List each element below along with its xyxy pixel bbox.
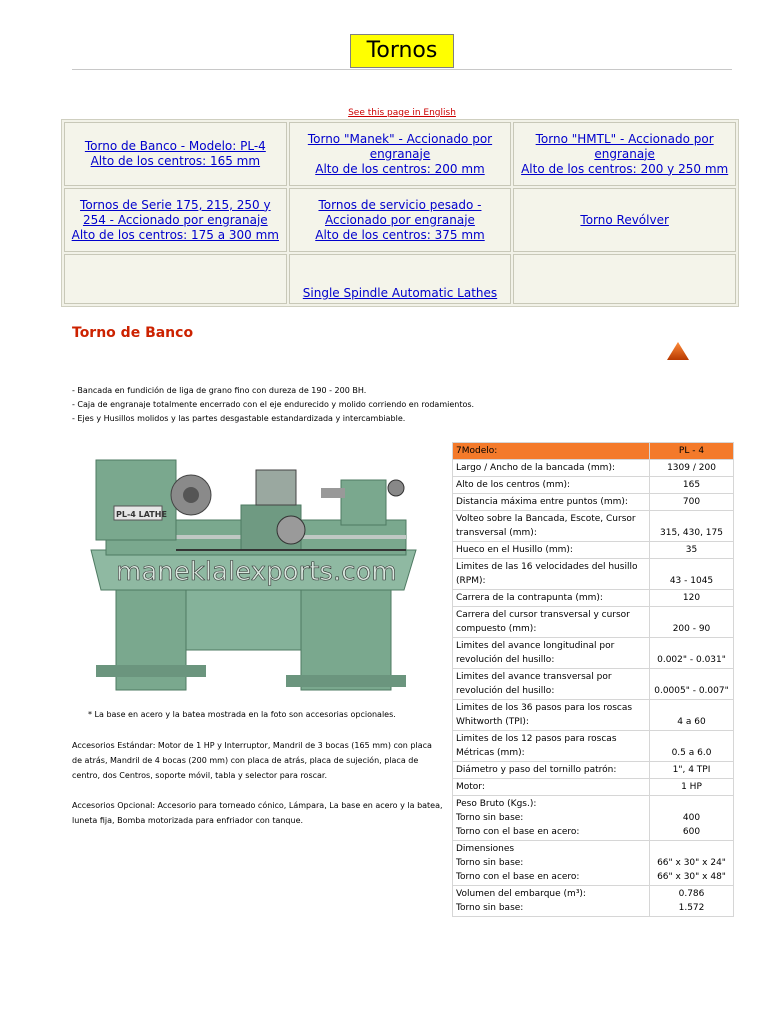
spec-header-value: PL - 4 bbox=[650, 443, 733, 459]
nav-link-line[interactable]: Torno "Manek" - Accionado por bbox=[307, 131, 493, 146]
spec-row bbox=[453, 494, 733, 510]
lathe-photo bbox=[86, 440, 422, 700]
spec-value-line: 165 bbox=[682, 480, 701, 490]
spec-value-line: 1 HP bbox=[681, 782, 702, 792]
spec-value bbox=[650, 542, 733, 558]
spec-value bbox=[650, 841, 733, 885]
english-page-link[interactable]: See this page in English bbox=[348, 108, 456, 118]
spec-row bbox=[453, 762, 733, 778]
spec-label-line: Carrera de la contrapunta (mm): bbox=[456, 593, 603, 603]
spec-label bbox=[453, 669, 649, 699]
spec-label-line: Carrera del cursor transversal y cursor bbox=[456, 610, 630, 620]
nav-cell[interactable] bbox=[289, 254, 512, 304]
spec-value bbox=[650, 477, 733, 493]
spec-label-line: transversal (mm): bbox=[456, 528, 537, 538]
spec-label bbox=[453, 638, 649, 668]
spec-value-line: 120 bbox=[682, 593, 701, 603]
spec-label bbox=[453, 590, 649, 606]
spec-label-line: Motor: bbox=[456, 782, 485, 792]
spec-label-line: Limites del avance transversal por bbox=[456, 672, 612, 682]
spec-label bbox=[453, 559, 649, 589]
feature-item: - Ejes y Husillos molidos y las partes desgastable estandardizada y intercambiable. bbox=[72, 414, 406, 423]
nav-link-line[interactable]: Alto de los centros: 165 mm bbox=[90, 154, 261, 168]
nav-link-line[interactable]: Accionado por engranaje bbox=[325, 212, 475, 227]
nav-link-line[interactable]: Torno "HMTL" - Accionado por bbox=[535, 131, 714, 146]
spec-label bbox=[453, 477, 649, 493]
spec-header-label: 7Modelo: bbox=[453, 443, 649, 459]
spec-value-line: 0.0005" - 0.007" bbox=[654, 686, 729, 696]
feature-item: - Bancada en fundición de liga de grano fino con dureza de 190 - 200 BH. bbox=[72, 386, 367, 395]
spec-label bbox=[453, 700, 649, 730]
spec-label-line: Limites de los 12 pasos para roscas bbox=[456, 734, 617, 744]
spec-row bbox=[453, 731, 733, 761]
spec-label-line: revolución del husillo: bbox=[456, 686, 555, 696]
spec-value bbox=[650, 762, 733, 778]
nav-link-line[interactable]: Tornos de servicio pesado - bbox=[318, 197, 482, 212]
spec-label-line: Torno sin base: bbox=[456, 858, 524, 868]
back-to-top-icon[interactable] bbox=[666, 341, 690, 361]
spec-label-line: Whitworth (TPI): bbox=[456, 717, 529, 727]
spec-label bbox=[453, 542, 649, 558]
spec-label bbox=[453, 731, 649, 761]
nav-link-line[interactable]: Alto de los centros: 375 mm bbox=[315, 227, 485, 242]
feature-item: - Caja de engranaje totalmente encerrado con el eje endurecido y molido corriendo en rodamientos. bbox=[72, 400, 475, 409]
spec-label bbox=[453, 511, 649, 541]
spec-header-row bbox=[453, 443, 733, 459]
spec-label-line: Torno sin base: bbox=[456, 813, 524, 823]
spec-label-line: Limites de las 16 velocidades del husillo bbox=[456, 562, 638, 572]
spec-row bbox=[453, 700, 733, 730]
spec-value bbox=[650, 886, 733, 916]
nav-link-line[interactable]: Alto de los centros: 175 a 300 mm bbox=[71, 227, 279, 242]
spec-value-line: 66" x 30" x 24" bbox=[657, 858, 726, 868]
nav-cell[interactable] bbox=[513, 122, 736, 186]
spec-value-line: 1309 / 200 bbox=[667, 463, 716, 473]
feature-list bbox=[72, 384, 474, 426]
spec-row bbox=[453, 590, 733, 606]
spec-label-line: revolución del husillo: bbox=[456, 655, 555, 665]
lathe-category-nav bbox=[61, 119, 739, 307]
spec-label-line: compuesto (mm): bbox=[456, 624, 537, 634]
machine-plate-text: PL-4 LATHE bbox=[116, 510, 167, 519]
spec-value-line: 35 bbox=[685, 545, 698, 555]
watermark-text: maneklalexports.com bbox=[116, 557, 397, 587]
nav-cell[interactable] bbox=[64, 188, 287, 252]
nav-link-line[interactable]: Tornos de Serie 175, 215, 250 y bbox=[80, 197, 271, 212]
spec-row bbox=[453, 559, 733, 589]
spec-value bbox=[650, 559, 733, 589]
spec-value-line: 1", 4 TPI bbox=[672, 765, 711, 775]
spec-value-line: 4 a 60 bbox=[677, 717, 706, 727]
spec-value-line: 43 - 1045 bbox=[669, 576, 714, 586]
standard-accessories: Accesorios Estándar: Motor de 1 HP y Interruptor, Mandril de 3 bocas (165 mm) con placa de atrás, Mandril de 4 bocas (200 mm) con placa de atrás, placa de sujeción, placa de centro, dos Centros, soporte móvil, tabla y selector para roscar. bbox=[72, 741, 432, 780]
spec-label-line: Alto de los centros (mm): bbox=[456, 480, 571, 490]
nav-link-line[interactable]: 254 - Accionado por engranaje bbox=[82, 212, 268, 227]
photo-caption: * La base en acero y la batea mostrada en la foto son accesorias opcionales. bbox=[88, 710, 396, 719]
spec-label bbox=[453, 796, 649, 840]
spec-row bbox=[453, 542, 733, 558]
spec-label-line: Distancia máxima entre puntos (mm): bbox=[456, 497, 628, 507]
nav-link-line[interactable]: Single Spindle Automatic Lathes bbox=[302, 286, 498, 300]
page-title: Tornos bbox=[350, 34, 454, 68]
spec-label-line: Limites del avance longitudinal por bbox=[456, 641, 615, 651]
spec-label bbox=[453, 460, 649, 476]
spec-value-line: 315, 430, 175 bbox=[660, 528, 723, 538]
nav-row bbox=[64, 254, 736, 304]
nav-link-line[interactable]: engranaje bbox=[369, 146, 431, 161]
nav-link-line[interactable]: Alto de los centros: 200 mm bbox=[315, 161, 485, 176]
nav-row bbox=[64, 188, 736, 252]
spec-value-line: 600 bbox=[682, 827, 701, 837]
spec-label-line: Métricas (mm): bbox=[456, 748, 525, 758]
optional-accessories: Accesorios Opcional: Accesorio para torneado cónico, Lámpara, La base en acero y la batea, luneta fija, Bomba motorizada para enfriador con tanque. bbox=[72, 801, 443, 825]
spec-value bbox=[650, 779, 733, 795]
spec-label-line: Volteo sobre la Bancada, Escote, Cursor bbox=[456, 514, 636, 524]
spec-label bbox=[453, 841, 649, 885]
spec-label-line: Peso Bruto (Kgs.): bbox=[456, 799, 537, 809]
spec-label bbox=[453, 762, 649, 778]
spec-row bbox=[453, 841, 733, 885]
spec-value bbox=[650, 511, 733, 541]
spec-value-line: 1.572 bbox=[678, 903, 705, 913]
spec-label bbox=[453, 886, 649, 916]
spec-label bbox=[453, 494, 649, 510]
spec-row bbox=[453, 511, 733, 541]
spec-label bbox=[453, 779, 649, 795]
spec-value-line: 0.5 a 6.0 bbox=[671, 748, 712, 758]
spec-value bbox=[650, 669, 733, 699]
spec-value bbox=[650, 731, 733, 761]
spec-row bbox=[453, 607, 733, 637]
spec-label-line: (RPM): bbox=[456, 576, 486, 586]
spec-label-line: Torno sin base: bbox=[456, 903, 524, 913]
nav-link-line[interactable]: engranaje bbox=[594, 146, 655, 161]
spec-row bbox=[453, 779, 733, 795]
spec-value-line: 200 - 90 bbox=[672, 624, 711, 634]
nav-cell[interactable] bbox=[64, 122, 287, 186]
spec-value bbox=[650, 494, 733, 510]
nav-cell-empty bbox=[513, 254, 736, 304]
spec-label-line: Limites de los 36 pasos para los roscas bbox=[456, 703, 633, 713]
specifications-table bbox=[452, 442, 734, 917]
spec-row bbox=[453, 886, 733, 916]
nav-cell[interactable] bbox=[513, 188, 736, 252]
nav-link-line[interactable]: Torno Revólver bbox=[580, 212, 669, 227]
nav-cell-empty bbox=[64, 254, 287, 304]
spec-row bbox=[453, 669, 733, 699]
spec-label-line: Dimensiones bbox=[456, 844, 515, 854]
section-title: Torno de Banco bbox=[72, 325, 194, 341]
spec-label-line: Hueco en el Husillo (mm): bbox=[456, 545, 573, 555]
spec-label-line: Volumen del embarque (m³): bbox=[456, 889, 586, 899]
spec-value-line: 0.786 bbox=[678, 889, 705, 899]
spec-label bbox=[453, 607, 649, 637]
nav-cell[interactable] bbox=[289, 188, 512, 252]
spec-value bbox=[650, 638, 733, 668]
spec-label-line: Diámetro y paso del tornillo patrón: bbox=[456, 765, 617, 775]
spec-value bbox=[650, 607, 733, 637]
spec-value-line: 0.002" - 0.031" bbox=[657, 655, 726, 665]
spec-value-line: 400 bbox=[682, 813, 701, 823]
spec-row bbox=[453, 477, 733, 493]
spec-label-line: Torno con el base en acero: bbox=[456, 872, 580, 882]
spec-value bbox=[650, 590, 733, 606]
nav-link-line[interactable]: Alto de los centros: 200 y 250 mm bbox=[521, 161, 729, 176]
nav-cell[interactable] bbox=[289, 122, 512, 186]
spec-value bbox=[650, 796, 733, 840]
spec-label-line: Torno con el base en acero: bbox=[456, 827, 580, 837]
spec-value bbox=[650, 700, 733, 730]
spec-value-line: 700 bbox=[682, 497, 701, 507]
spec-value-line: 66" x 30" x 48" bbox=[657, 872, 726, 882]
spec-value bbox=[650, 460, 733, 476]
spec-row bbox=[453, 638, 733, 668]
nav-row bbox=[64, 122, 736, 186]
spec-row bbox=[453, 460, 733, 476]
spec-row bbox=[453, 796, 733, 840]
divider bbox=[72, 69, 732, 70]
spec-label-line: Largo / Ancho de la bancada (mm): bbox=[456, 463, 615, 473]
nav-link-line[interactable]: Torno de Banco - Modelo: PL-4 bbox=[84, 139, 266, 153]
